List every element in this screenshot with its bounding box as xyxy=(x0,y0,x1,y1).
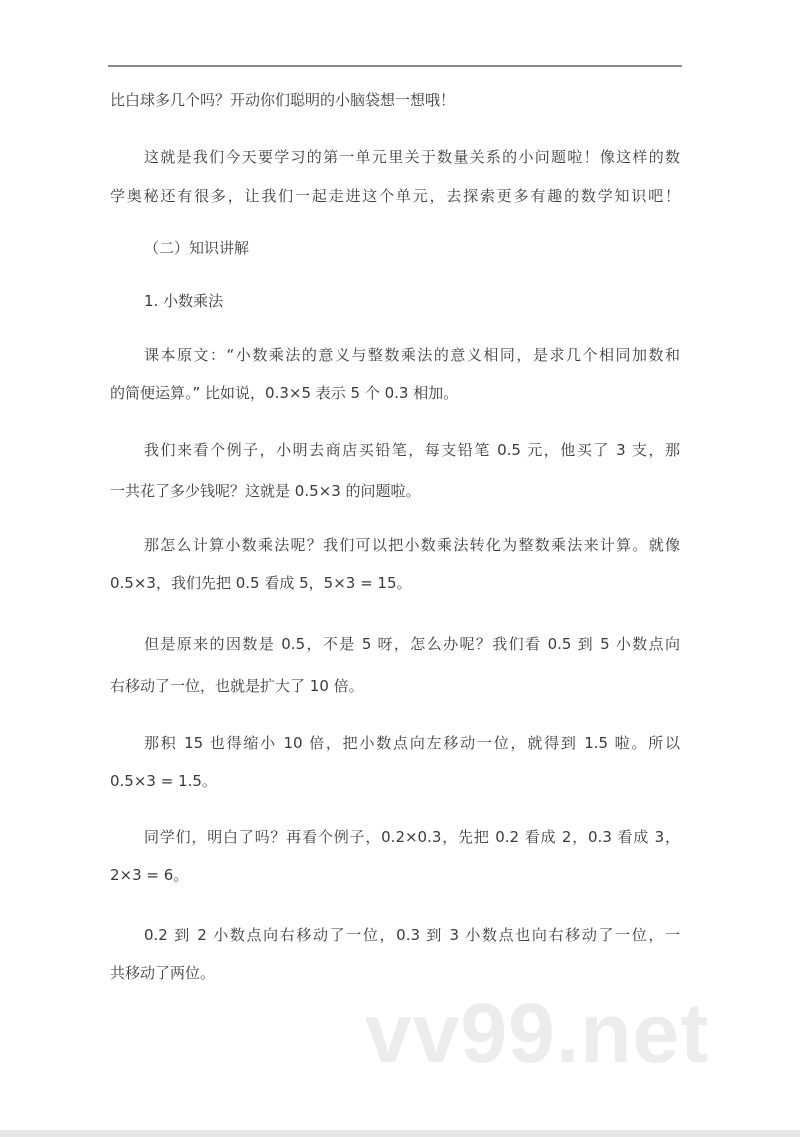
paragraph-line: 0.2 到 2 小数点向右移动了一位，0.3 到 3 小数点也向右移动了一位，一 xyxy=(144,926,680,944)
section-heading: （二）知识讲解 xyxy=(144,239,250,257)
watermark: vv99.net xyxy=(365,986,710,1080)
paragraph-line: 的简便运算。” 比如说，0.3×5 表示 5 个 0.3 相加。 xyxy=(110,384,459,402)
header-rule xyxy=(108,65,682,67)
paragraph-line: 那积 15 也得缩小 10 倍，把小数点向左移动一位，就得到 1.5 啦。所以 xyxy=(144,734,680,752)
paragraph-line: 但是原来的因数是 0.5，不是 5 呀，怎么办呢？我们看 0.5 到 5 小数点向 xyxy=(144,635,680,653)
paragraph-line: 0.5×3 = 1.5。 xyxy=(110,772,217,790)
paragraph-line: 右移动了一位，也就是扩大了 10 倍。 xyxy=(110,677,364,695)
paragraph-line: 我们来看个例子，小明去商店买铅笔，每支铅笔 0.5 元，他买了 3 支，那 xyxy=(144,441,680,459)
paragraph-line: 这就是我们今天要学习的第一单元里关于数量关系的小问题啦！像这样的数 xyxy=(144,148,680,166)
paragraph-line: 2×3 = 6。 xyxy=(110,866,189,884)
paragraph-line: 一共花了多少钱呢？这就是 0.5×3 的问题啦。 xyxy=(110,482,421,500)
paragraph-line: 学奥秘还有很多，让我们一起走进这个单元，去探索更多有趣的数学知识吧！ xyxy=(110,187,680,205)
paragraph-line: 同学们，明白了吗？再看个例子，0.2×0.3，先把 0.2 看成 2，0.3 看成 3， xyxy=(144,828,680,846)
paragraph-line: 比白球多几个吗？开动你们聪明的小脑袋想一想哦！ xyxy=(110,91,456,109)
paragraph-line: 共移动了两位。 xyxy=(110,964,216,982)
paragraph-line: 那怎么计算小数乘法呢？我们可以把小数乘法转化为整数乘法来计算。就像 xyxy=(144,536,680,554)
page-bottom-edge xyxy=(0,1130,800,1137)
subsection-heading: 1. 小数乘法 xyxy=(144,292,224,310)
paragraph-line: 0.5×3，我们先把 0.5 看成 5，5×3 = 15。 xyxy=(110,574,412,592)
paragraph-line: 课本原文：“小数乘法的意义与整数乘法的意义相同，是求几个相同加数和 xyxy=(144,346,680,364)
